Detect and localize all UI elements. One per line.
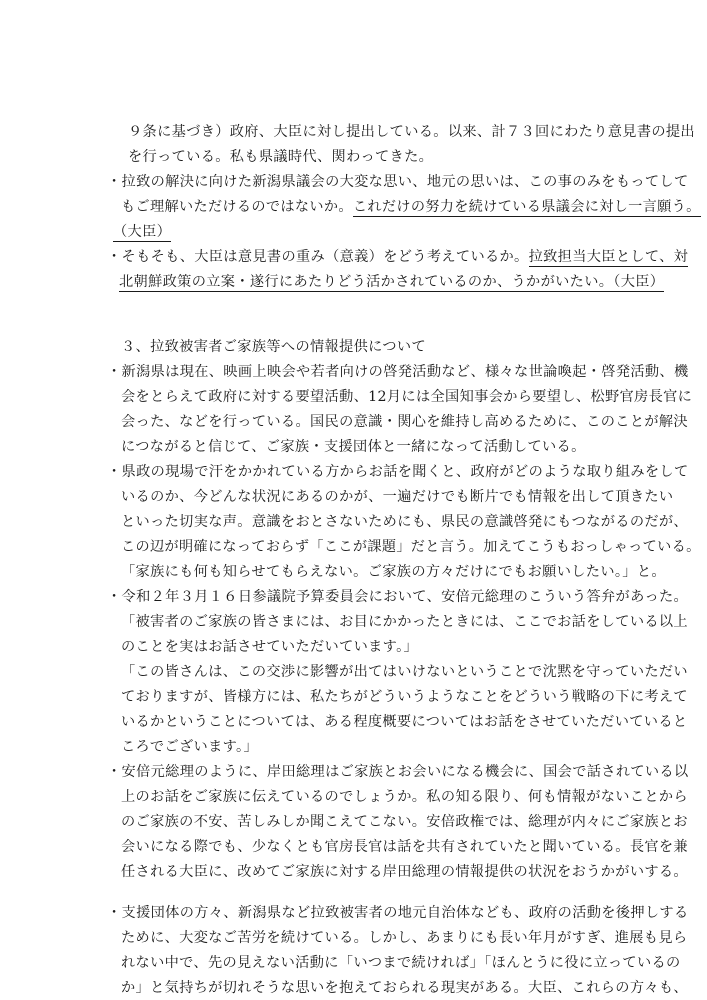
block1-line-2: を行っている。私も県議時代、関わってきた。	[128, 149, 434, 165]
p2-line: ・県政の現場で汗をかかれている方からお話を聞くと、政府がどのような取り組みをして	[107, 464, 689, 480]
block1-line-1: ９条に基づき）政府、大臣に対し提出している。以来、計７３回にわたり意見書の提出	[128, 124, 695, 140]
block1-line-6-plain: ・そもそも、大臣は意見書の重み（意義）をどう考えているか。	[107, 249, 529, 265]
p4-line: 上のお話をご家族に伝えているのでしょうか。私の知る限り、何も情報がないことから	[121, 789, 688, 805]
p3-line: 「被害者のご家族の皆さまには、お目にかかったときには、ここでお話をしている以上	[121, 614, 688, 630]
p2-line: といった切実な声。意識をおとさないためにも、県民の意識啓発にもつながるのだが、	[121, 514, 688, 530]
block1-line-5-underlined: （大臣）	[113, 224, 172, 240]
p4-line: 会いになる際でも、少なくとも官房長官は話を共有されていたと聞いている。長官を兼	[121, 839, 688, 855]
p2-line: 「家族にも何も知らせてもらえない。ご家族の方々だけにでもお願いしたい。」と。	[121, 564, 666, 580]
block1-line-4-plain: もご理解いただけるのではないか。	[121, 199, 353, 215]
p3-line: のことを実はお話させていただいています。」	[121, 639, 419, 655]
block1-line-6-underlined: 拉致担当大臣として、対	[528, 249, 689, 265]
block1-line-5	[113, 222, 171, 242]
p5-line: れない中で、先の見えない活動に「いつまで続ければ」「ほんとうに役に立っているの	[121, 955, 681, 971]
p5-line: か」と気持ちが切れそうな思いを抱えておられる現実がある。大臣、これらの方々も、	[121, 980, 688, 996]
p3-line: ・令和２年３月１６日参議院予算委員会において、安倍元総理のこういう答弁があった。	[107, 589, 689, 605]
block1-line-6	[107, 247, 688, 267]
p2-line: この辺が明確になっておらず「ここが課題」だと言う。加えてこうもおっしゃっている。	[121, 539, 701, 555]
p4-line: 任される大臣に、改めてご家族に対する岸田総理の情報提供の状況をおうかがいする。	[121, 864, 688, 880]
block1-line-7-underlined: 北朝鮮政策の立案・遂行にあたりどう活かされているのか、うかがいたい。（大臣）	[119, 274, 665, 290]
p3-line: 「この皆さんは、この交渉に影響が出てはいけないということで沈黙を守っていただい	[121, 664, 688, 680]
block1-line-4	[121, 197, 701, 217]
p1-line: 会をとらえて政府に対する要望活動、12月には全国知事会から要望し、松野官房長官に	[121, 389, 693, 405]
block1-line-7	[119, 272, 664, 292]
block1-line-3: ・拉致の解決に向けた新潟県議会の大変な思い、地元の思いは、この事のみをもってして	[107, 174, 689, 190]
p3-line: いるかということについては、ある程度概要についてはお話をさせていただいていると	[121, 714, 688, 730]
p3-line: ておりますが、皆様方には、私たちがどういうようなことをどういう戦略の下に考えて	[121, 689, 688, 705]
p2-line: いるのか、今どんな状況にあるのかが、一遍だけでも断片でも情報を出して頂きたい	[121, 489, 674, 505]
p4-line: ・安倍元総理のように、岸田総理はご家族とお会いになる機会に、国会で話されている以	[107, 764, 689, 780]
p5-line: ・支援団体の方々、新潟県など拉致被害者の地元自治体なども、政府の活動を後押しする	[107, 905, 689, 921]
p4-line: のご家族の不安、苦しみしか聞こえてこない。安倍政権では、総理が内々にご家族とお	[121, 814, 688, 830]
p1-line: につながると信じて、ご家族・支援団体と一緒になって活動している。	[121, 439, 586, 455]
block1-line-4-underlined: これだけの努力を続けている県議会に対し一言願う。	[352, 199, 701, 215]
p5-line: ために、大変なご苦労を続けている。しかし、あまりにも長い年月がすぎ、進展も見ら	[121, 930, 688, 946]
p1-line: ・新潟県は現在、映画上映会や若者向けの啓発活動など、様々な世論喚起・啓発活動、機	[107, 364, 689, 380]
p1-line: 会った、などを行っている。国民の意識・関心を維持し高めるために、このことが解決	[121, 414, 688, 430]
section-3-heading: ３、拉致被害者ご家族等への情報提供について	[121, 339, 427, 355]
p3-line: ころでございます。」	[121, 739, 258, 755]
